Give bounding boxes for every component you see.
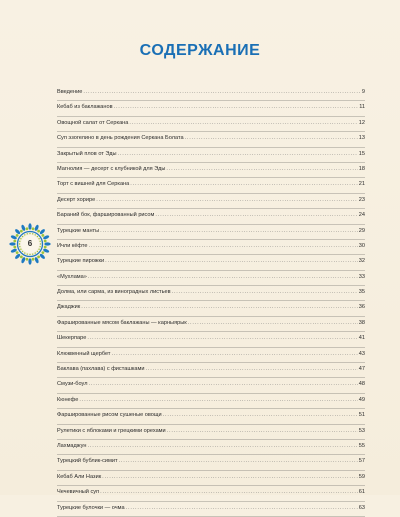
toc-entry-title: Овощной салат от Серкана: [57, 119, 129, 126]
toc-entry[interactable]: [57, 455, 365, 470]
toc-entry-page: 61: [358, 489, 365, 496]
toc-entry-title: Долма, или сарма, из виноградных листьев: [57, 289, 171, 296]
toc-entry[interactable]: [57, 194, 365, 209]
toc-entry[interactable]: [57, 255, 365, 270]
dot-leader: [188, 320, 358, 326]
toc-entry[interactable]: [57, 502, 365, 517]
dot-leader: [102, 474, 358, 480]
page-number-badge: [8, 222, 52, 266]
toc-entry-page: 9: [361, 89, 365, 95]
dot-leader: [88, 274, 358, 280]
dot-leader: [130, 181, 358, 187]
toc-entry[interactable]: [57, 440, 365, 455]
toc-entry-page: 29: [358, 227, 365, 234]
toc-entry-title: Фаршированные рисом сушеные овощи: [57, 412, 162, 419]
toc-entry-title: Лахмаджун: [57, 442, 87, 449]
toc-entry-title: Шекерпаре: [57, 335, 87, 342]
toc-entry-page: 47: [358, 366, 365, 373]
toc-entry-page: 30: [358, 242, 365, 249]
dot-leader: [111, 351, 357, 357]
toc-entry-page: 13: [358, 135, 365, 142]
toc-entry-page: 59: [358, 473, 365, 480]
page-number: 6: [27, 239, 33, 248]
toc-entry[interactable]: [57, 348, 365, 363]
toc-entry-title: Кебаб из баклажанов: [57, 104, 113, 111]
toc-entry-page: 57: [358, 458, 365, 465]
toc-entry[interactable]: [57, 101, 365, 116]
toc-entry-page: 43: [358, 350, 365, 357]
toc-entry[interactable]: [57, 86, 365, 101]
toc-entry[interactable]: [57, 409, 365, 424]
toc-entry-page: 24: [358, 212, 365, 219]
toc-entry-title: Смузи-боул: [57, 381, 88, 388]
dot-leader: [172, 289, 358, 295]
toc-entry-title: Магнолия — десерт с клубникой для Эды: [57, 165, 166, 172]
dot-leader: [87, 335, 357, 341]
toc-entry[interactable]: [57, 271, 365, 286]
dot-leader: [119, 458, 358, 464]
toc-entry-title: Суп эзогелино в день рождения Серкана Болата: [57, 135, 184, 142]
toc-entry-page: 49: [358, 396, 365, 403]
toc-entry-page: 32: [358, 258, 365, 265]
page-title: СОДЕРЖАНИЕ: [139, 42, 261, 59]
toc-entry-title: Баклава (пахлава) с фисташками: [57, 366, 145, 373]
dot-leader: [166, 166, 357, 172]
toc-entry[interactable]: [57, 425, 365, 440]
toc-entry[interactable]: [57, 240, 365, 255]
toc-entry[interactable]: [57, 225, 365, 240]
dot-leader: [79, 397, 357, 403]
dot-leader: [185, 135, 358, 141]
toc-entry-page: 11: [359, 104, 365, 111]
toc-entry-title: Торт с вишней для Серкана: [57, 181, 130, 188]
toc-entry-title: Закрытый плов от Эды: [57, 150, 117, 157]
toc-entry-title: Рулетики с яблоками и грецкими орехами: [57, 427, 166, 434]
toc-entry-page: 55: [358, 442, 365, 449]
toc-entry[interactable]: [57, 209, 365, 224]
table-of-contents: [57, 86, 365, 517]
dot-leader: [81, 304, 358, 310]
toc-entry-title: Фаршированные мясом баклажаны — карныярык: [57, 319, 187, 326]
toc-entry-page: 48: [358, 381, 365, 388]
toc-entry-page: 12: [358, 119, 365, 126]
toc-entry-title: «Мухлама»: [57, 273, 87, 280]
toc-entry-title: Турецкие булочки — очма: [57, 504, 125, 511]
dot-leader: [83, 89, 361, 95]
toc-entry-page: 15: [358, 150, 365, 157]
toc-entry-page: 51: [358, 412, 365, 419]
dot-leader: [88, 443, 358, 449]
dot-leader: [167, 428, 358, 434]
toc-entry-page: 36: [358, 304, 365, 311]
toc-entry-title: Десерт хорире: [57, 196, 96, 203]
toc-entry[interactable]: [57, 148, 365, 163]
toc-entry[interactable]: [57, 163, 365, 178]
toc-entry-title: Клюквенный щербет: [57, 350, 111, 357]
toc-entry-title: Турецкие манты: [57, 227, 100, 234]
dot-leader: [100, 489, 358, 495]
toc-entry[interactable]: [57, 317, 365, 332]
toc-entry-page: 21: [358, 181, 365, 188]
dot-leader: [155, 212, 357, 218]
toc-entry-page: 23: [358, 196, 365, 203]
toc-entry[interactable]: [57, 471, 365, 486]
toc-entry-title: Джаджик: [57, 304, 81, 311]
toc-entry[interactable]: [57, 132, 365, 147]
toc-entry-title: Кюнефе: [57, 396, 79, 403]
dot-leader: [126, 505, 358, 511]
dot-leader: [145, 366, 357, 372]
dot-leader: [89, 381, 358, 387]
toc-entry-title: Чечевичный суп: [57, 489, 100, 496]
dot-leader: [129, 120, 357, 126]
toc-entry[interactable]: [57, 301, 365, 316]
toc-entry[interactable]: [57, 332, 365, 347]
dot-leader: [105, 258, 358, 264]
toc-entry-title: Бараний бок, фаршированный рисом: [57, 212, 155, 219]
dot-leader: [118, 151, 358, 157]
toc-entry[interactable]: [57, 117, 365, 132]
toc-entry-page: 18: [358, 165, 365, 172]
toc-entry[interactable]: [57, 178, 365, 193]
dot-leader: [96, 197, 358, 203]
toc-entry-title: Введение: [57, 89, 83, 95]
toc-entry-title: Ичли кёфте: [57, 242, 88, 249]
toc-entry-page: 41: [358, 335, 365, 342]
toc-entry[interactable]: [57, 286, 365, 301]
toc-entry-page: 35: [358, 289, 365, 296]
toc-entry-title: Турецкий бублик-симит: [57, 458, 118, 465]
toc-entry[interactable]: [57, 486, 365, 501]
toc-entry[interactable]: [57, 394, 365, 409]
toc-entry-title: Турецкие пирожки: [57, 258, 105, 265]
dot-leader: [114, 104, 359, 110]
dot-leader: [89, 243, 358, 249]
toc-entry[interactable]: [57, 363, 365, 378]
dot-leader: [163, 412, 358, 418]
toc-entry[interactable]: [57, 378, 365, 393]
toc-entry-page: 53: [358, 427, 365, 434]
toc-entry-page: 38: [358, 319, 365, 326]
toc-entry-page: 63: [358, 504, 365, 511]
dot-leader: [100, 228, 358, 234]
toc-entry-page: 33: [358, 273, 365, 280]
toc-entry-title: Кебаб Али Назик: [57, 473, 102, 480]
